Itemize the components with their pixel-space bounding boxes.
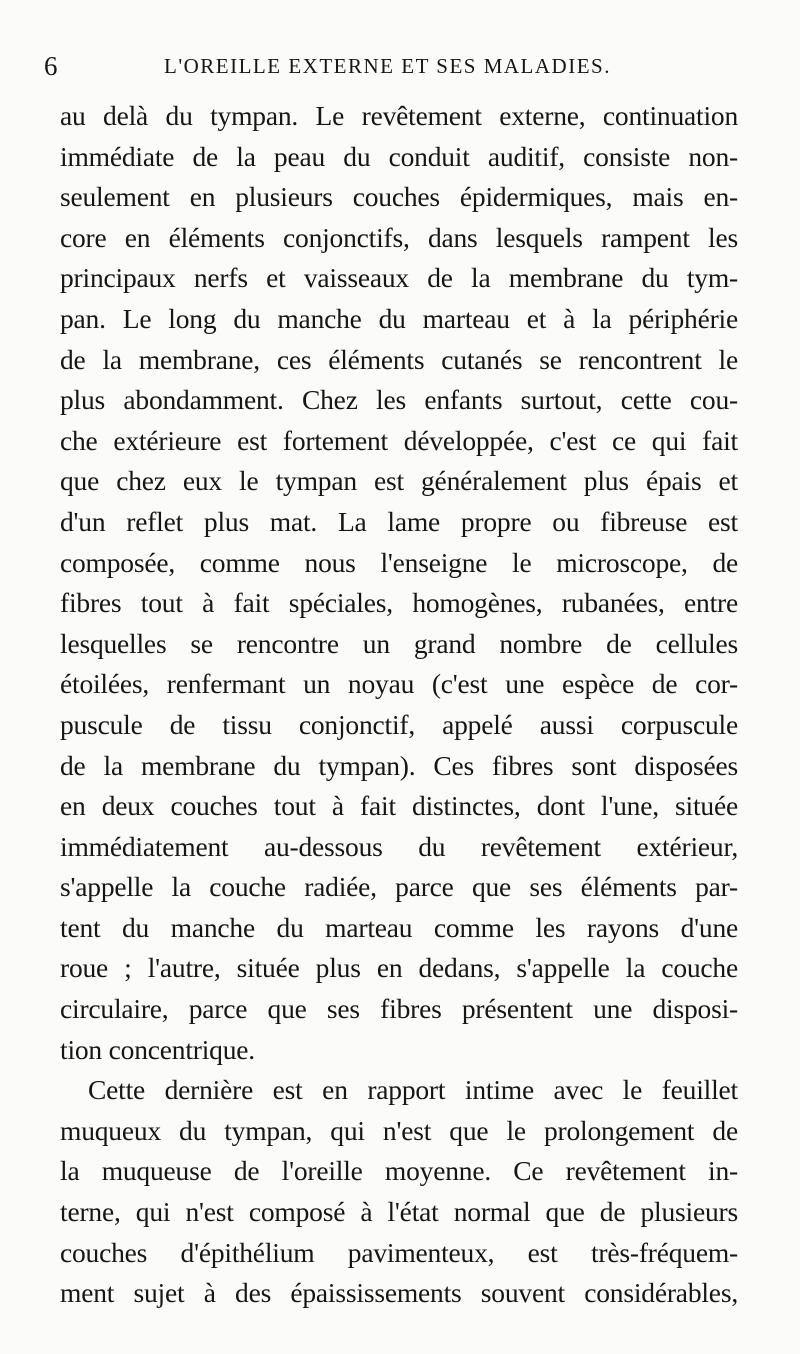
text-line: tent du manche du marteau comme les rayons d'une [60, 911, 738, 943]
page-header [44, 48, 756, 88]
text-line: pan. Le long du manche du marteau et à la périphérie [60, 302, 738, 334]
text-line: couches d'épithélium pavimenteux, est très-fréquem- [60, 1236, 738, 1268]
text-line: immédiate de la peau du conduit auditif, consiste non- [60, 140, 738, 172]
paragraph-start-line: Cette dernière est en rapport intime avec le feuillet [88, 1074, 738, 1106]
text-line: terne, qui n'est composé à l'état normal que de plusieurs [60, 1196, 738, 1228]
paragraph-end-line: tion concentrique. [60, 1033, 255, 1065]
text-line: seulement en plusieurs couches épidermiques, mais en- [60, 181, 738, 213]
running-head: L'OREILLE EXTERNE ET SES MALADIES. [164, 54, 611, 78]
text-line: en deux couches tout à fait distinctes, dont l'une, située [60, 790, 738, 822]
text-line: puscule de tissu conjonctif, appelé aussi corpuscule [60, 708, 738, 740]
text-line: lesquelles se rencontre un grand nombre de cellules [60, 627, 738, 659]
text-line: plus abondamment. Chez les enfants surtout, cette cou- [60, 384, 738, 416]
text-line: de la membrane, ces éléments cutanés se rencontrent le [60, 343, 738, 375]
text-line: au delà du tympan. Le revêtement externe, continuation [60, 100, 738, 131]
text-line: ment sujet à des épaississements souvent considérables, [60, 1277, 738, 1309]
text-line: muqueux du tympan, qui n'est que le prolongement de [60, 1114, 738, 1146]
text-line: principaux nerfs et vaisseaux de la membrane du tym- [60, 262, 738, 294]
text-line: s'appelle la couche radiée, parce que ses éléments par- [60, 871, 738, 903]
text-line: che extérieure est fortement développée, c'est ce qui fait [60, 424, 738, 456]
body-text [60, 96, 738, 1314]
text-line: composée, comme nous l'enseigne le microscope, de [60, 546, 738, 578]
text-line: circulaire, parce que ses fibres présentent une disposi- [60, 993, 738, 1025]
text-line: immédiatement au-dessous du revêtement extérieur, [60, 830, 738, 862]
text-line: roue ; l'autre, située plus en dedans, s'appelle la couche [60, 952, 738, 984]
text-line: fibres tout à fait spéciales, homogènes, rubanées, entre [60, 587, 738, 619]
text-line: étoilées, renfermant un noyau (c'est une espèce de cor- [60, 668, 738, 700]
text-line: que chez eux le tympan est généralement plus épais et [60, 465, 738, 497]
text-line: d'un reflet plus mat. La lame propre ou fibreuse est [60, 505, 738, 537]
text-line: la muqueuse de l'oreille moyenne. Ce revêtement in- [60, 1155, 738, 1187]
text-line: core en éléments conjonctifs, dans lesquels rampent les [60, 221, 738, 253]
text-line: de la membrane du tympan). Ces fibres sont disposées [60, 749, 738, 781]
page-number: 6 [44, 51, 58, 81]
